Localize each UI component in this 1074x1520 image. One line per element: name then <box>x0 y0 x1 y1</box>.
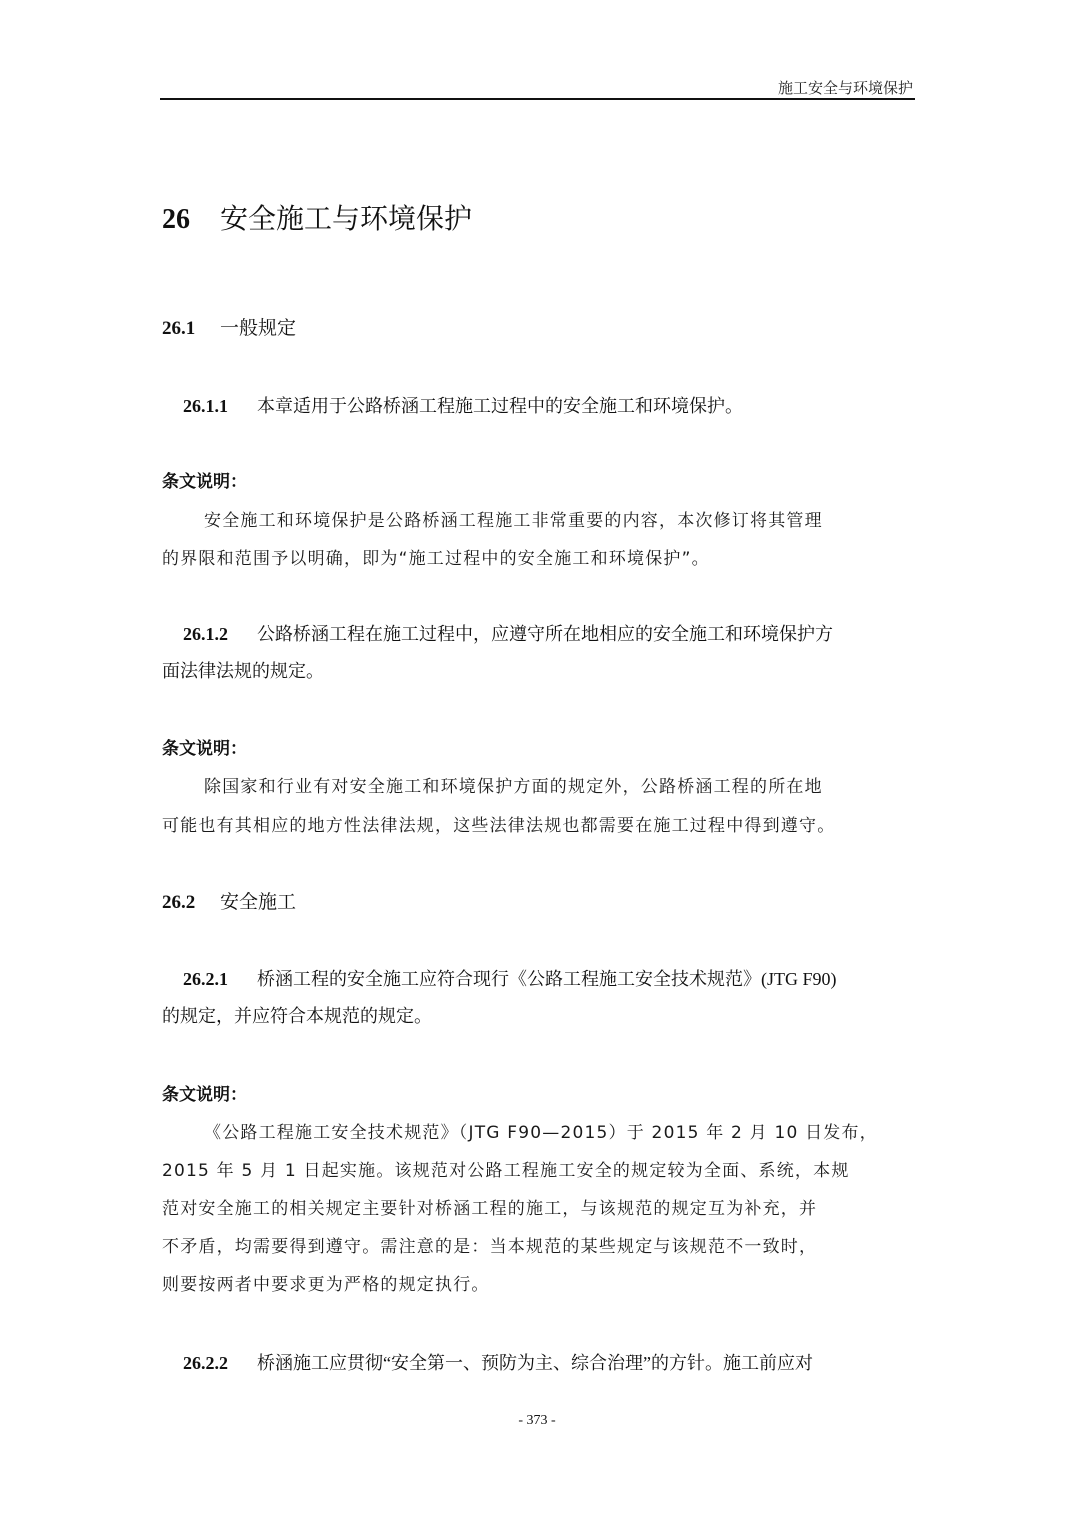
clause-number: 26.1.1 <box>183 396 228 416</box>
section-heading-26-1 <box>162 313 296 340</box>
page-number: - 373 - <box>518 1413 556 1428</box>
section-number: 26.1 <box>162 318 196 339</box>
clause-number: 26.2.2 <box>183 1353 228 1373</box>
note-line: 可能也有其相应的地方性法律法规，这些法律法规也都需要在施工过程中得到遵守。 <box>162 816 836 836</box>
section-heading-26-2 <box>162 887 296 914</box>
clause-number: 26.1.2 <box>183 624 228 644</box>
header-rule <box>160 98 915 100</box>
clause-text: 公路桥涵工程在施工过程中，应遵守所在地相应的安全施工和环境保护方 <box>257 624 833 644</box>
note-line: 的界限和范围予以明确，即为“施工过程中的安全施工和环境保护”。 <box>162 549 710 569</box>
note-line: 2015 年 5 月 1 日起实施。该规范对公路工程施工安全的规定较为全面、系统，本规 <box>162 1161 850 1181</box>
section-number: 26.2 <box>162 892 196 913</box>
clause-number: 26.2.1 <box>183 969 228 989</box>
chapter-number: 26 <box>162 204 190 235</box>
clause-26-1-2 <box>183 620 833 646</box>
note-line: 安全施工和环境保护是公路桥涵工程施工非常重要的内容，本次修订将其管理 <box>204 511 823 531</box>
note-line: 范对安全施工的相关规定主要针对桥涵工程的施工，与该规范的规定互为补充，并 <box>162 1199 818 1219</box>
clause-26-2-1 <box>183 965 837 991</box>
clause-text: 桥涵施工应贯彻“安全第一、预防为主、综合治理”的方针。施工前应对 <box>257 1353 813 1373</box>
note-line: 《公路工程施工安全技术规范》（JTG F90—2015）于 2015 年 2 月 10 日发布， <box>204 1123 878 1143</box>
chapter-title-text: 安全施工与环境保护 <box>220 202 473 235</box>
chapter-title <box>162 197 472 237</box>
section-title: 安全施工 <box>220 891 297 913</box>
clause-text: 本章适用于公路桥涵工程施工过程中的安全施工和环境保护。 <box>257 396 743 416</box>
clause-text-continued: 的规定，并应符合本规范的规定。 <box>162 1006 432 1026</box>
section-title: 一般规定 <box>220 317 297 339</box>
note-label: 条文说明： <box>162 1085 247 1105</box>
running-header: 施工安全与环境保护 <box>777 79 913 97</box>
note-line: 除国家和行业有对安全施工和环境保护方面的规定外，公路桥涵工程的所在地 <box>204 777 823 797</box>
clause-text-continued: 面法律法规的规定。 <box>162 661 324 681</box>
note-label: 条文说明： <box>162 472 247 492</box>
clause-26-1-1 <box>183 392 743 418</box>
clause-text: 桥涵工程的安全施工应符合现行《公路工程施工安全技术规范》(JTG F90) <box>257 969 837 989</box>
clause-26-2-2 <box>183 1349 813 1375</box>
note-line: 则要按两者中要求更为严格的规定执行。 <box>162 1275 490 1295</box>
note-label: 条文说明： <box>162 739 247 759</box>
note-line: 不矛盾，均需要得到遵守。需注意的是：当本规范的某些规定与该规范不一致时， <box>162 1237 818 1257</box>
